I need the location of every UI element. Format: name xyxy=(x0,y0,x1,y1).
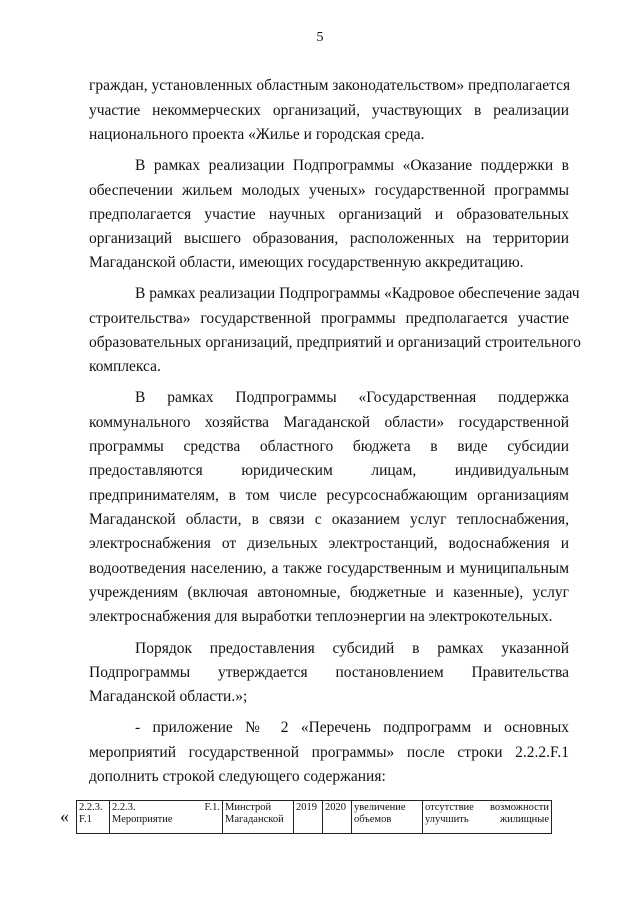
text-line: предполагается участие научных организаций и образовательных xyxy=(89,206,569,223)
text-line: Магаданской области.»; xyxy=(89,688,248,705)
appendix-table-row xyxy=(76,800,552,834)
table-cell-executor: Минстрой Магаданской xyxy=(223,801,294,834)
text-line: дополнить строкой следующего содержания: xyxy=(89,768,386,785)
text-line: участие некоммерческих организаций, участвующих в реализации xyxy=(89,102,569,119)
text-line: В рамках реализации Подпрограммы «Оказание поддержки в xyxy=(135,157,569,174)
table-row xyxy=(77,801,552,834)
text-line: организаций высшего образования, расположенных на территории xyxy=(89,230,569,247)
text-line: электроснабжения от дизельных электростанций, водоснабжения и xyxy=(89,535,569,552)
text-line: образовательных организаций, предприятий и организаций строительного xyxy=(89,334,581,351)
text-line: электроснабжения для выработки теплоэнергии на электрокотельных. xyxy=(89,608,553,625)
table-cell-consequence-left: отсутствие улучшить xyxy=(423,801,488,834)
table-cell-code: 2.2.3. F.1 xyxy=(77,801,110,834)
text-line: Подпрограммы утверждается постановлением Правительства xyxy=(89,664,569,681)
text-line: водоотведения населению, а также государственным и муниципальным xyxy=(89,560,569,577)
text-line: В рамках Подпрограммы «Государственная поддержка xyxy=(135,389,569,406)
text-line: Порядок предоставления субсидий в рамках указанной xyxy=(135,640,569,657)
text-line: В рамках реализации Подпрограммы «Кадровое обеспечение задач xyxy=(135,285,580,302)
text-line: Магаданской области, в связи с оказанием услуг теплоснабжения, xyxy=(89,511,569,528)
text-line: коммунального хозяйства Магаданской области» государственной xyxy=(89,414,569,431)
table-cell-name: 2.2.3. F.1. Мероприятие xyxy=(110,801,223,834)
text-line: Магаданской области, имеющих государственную аккредитацию. xyxy=(89,254,524,271)
text-line: - приложение № 2 «Перечень подпрограмм и основных xyxy=(135,719,569,736)
text-line: строительства» государственной программы предполагается участие xyxy=(89,310,569,327)
table-cell-result: увеличение объемов xyxy=(352,801,423,834)
text-line: национального проекта «Жилье и городская среда. xyxy=(89,126,425,143)
text-line: учреждениям (включая автономные, бюджетные и казенные), услуг xyxy=(89,584,569,601)
table-cell-consequence-right: возможности жилищные xyxy=(487,801,552,834)
text-line: предпринимателям, в том числе ресурсоснабжающим организациям xyxy=(89,487,569,504)
table-cell-start-year: 2019 xyxy=(294,801,323,834)
text-line: обеспечении жильем молодых ученых» государственной программы xyxy=(89,182,569,199)
opening-quote: « xyxy=(60,806,69,826)
text-line: комплекса. xyxy=(89,358,161,375)
text-line: предоставляются юридическим лицам, индивидуальным xyxy=(89,462,569,479)
text-line: программы средства областного бюджета в виде субсидии xyxy=(89,438,569,455)
table-cell-end-year: 2020 xyxy=(323,801,352,834)
text-line: граждан, установленных областным законодательством» предполагается xyxy=(89,77,571,94)
text-line: мероприятий государственной программы» после строки 2.2.2.F.1 xyxy=(89,744,569,761)
page-number: 5 xyxy=(316,30,324,45)
